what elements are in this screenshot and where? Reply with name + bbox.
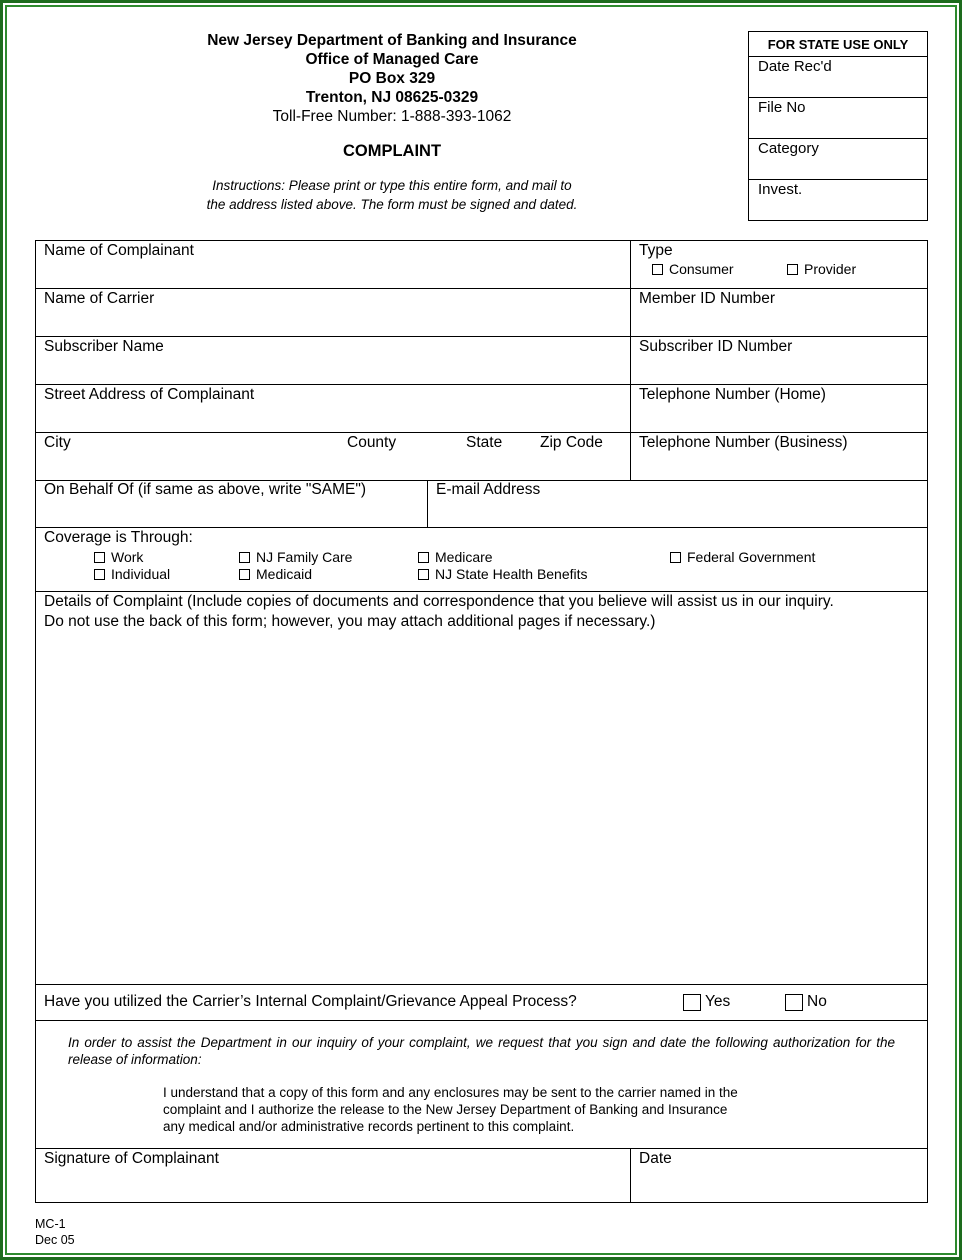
form-number: MC-1 <box>35 1217 66 1231</box>
row-divider <box>36 527 927 528</box>
medicaid-checkbox[interactable] <box>239 569 250 580</box>
row-divider <box>36 1020 927 1021</box>
date-received-field: Date Rec'd <box>749 57 927 98</box>
appeal-yes-option[interactable] <box>683 993 730 1011</box>
form-footer <box>35 1216 75 1248</box>
name-of-complainant-field[interactable]: Name of Complainant <box>44 242 194 259</box>
date-field[interactable]: Date <box>639 1150 672 1167</box>
nj-family-care-label: NJ Family Care <box>256 549 353 565</box>
coverage-individual-option[interactable] <box>94 566 170 582</box>
federal-government-checkbox[interactable] <box>670 552 681 563</box>
coverage-federal-option[interactable] <box>670 549 815 565</box>
county-field[interactable]: County <box>347 434 397 451</box>
state-field[interactable]: State <box>466 434 503 451</box>
office-name: Office of Managed Care <box>305 51 479 68</box>
appeal-no-option[interactable] <box>785 993 827 1011</box>
consumer-label: Consumer <box>669 261 734 277</box>
provider-label: Provider <box>804 261 857 277</box>
row-divider <box>36 984 927 985</box>
row-divider <box>36 384 927 385</box>
type-label: Type <box>639 242 673 259</box>
instructions-line-1: Instructions: Please print or type this entire form, and mail to <box>212 178 572 193</box>
on-behalf-of-field[interactable]: On Behalf Of (if same as above, write "SAME") <box>44 481 366 498</box>
yes-checkbox[interactable] <box>683 994 701 1011</box>
agency-header <box>150 31 634 126</box>
authorization-statement <box>163 1084 823 1135</box>
provider-checkbox[interactable] <box>787 264 798 275</box>
instructions <box>150 176 634 214</box>
telephone-home-field[interactable]: Telephone Number (Home) <box>639 386 826 403</box>
coverage-medicaid-option[interactable] <box>239 566 312 582</box>
state-use-box <box>748 31 928 221</box>
signature-field[interactable]: Signature of Complainant <box>44 1150 219 1167</box>
federal-government-label: Federal Government <box>687 549 816 565</box>
work-checkbox[interactable] <box>94 552 105 563</box>
nj-state-health-checkbox[interactable] <box>418 569 429 580</box>
state-use-heading: FOR STATE USE ONLY <box>749 32 927 57</box>
yes-label: Yes <box>705 993 731 1010</box>
coverage-work-option[interactable] <box>94 549 143 565</box>
no-label: No <box>807 993 827 1010</box>
subscriber-id-field[interactable]: Subscriber ID Number <box>639 338 793 355</box>
instructions-line-2: the address listed above. The form must be signed and dated. <box>206 197 578 212</box>
no-checkbox[interactable] <box>785 994 803 1011</box>
individual-label: Individual <box>111 566 171 582</box>
work-label: Work <box>111 549 144 565</box>
medicare-label: Medicare <box>435 549 493 565</box>
invest-field: Invest. <box>758 181 803 198</box>
appeal-question: Have you utilized the Carrier’s Internal Complaint/Grievance Appeal Process? <box>44 993 577 1010</box>
coverage-nj-family-care-option[interactable] <box>239 549 352 565</box>
city-zip: Trenton, NJ 08625-0329 <box>305 89 479 106</box>
category-field: Category <box>749 139 927 180</box>
tollfree-number: Toll-Free Number: 1-888-393-1062 <box>272 108 512 125</box>
details-instructions-line-2: Do not use the back of this form; however, you may attach additional pages if necessary.) <box>44 612 656 630</box>
coverage-nj-state-health-option[interactable] <box>418 566 588 582</box>
form-revision-date: Dec 05 <box>35 1233 75 1247</box>
column-divider <box>630 1148 631 1203</box>
authorization-intro: In order to assist the Department in our inquiry of your complaint, we request that you sign and date the following authorization for the release of information: <box>68 1035 895 1067</box>
complaint-form <box>35 240 928 1203</box>
row-divider <box>36 336 927 337</box>
type-provider-option[interactable] <box>787 261 856 277</box>
coverage-medicare-option[interactable] <box>418 549 493 565</box>
agency-name: New Jersey Department of Banking and Insurance <box>207 32 577 49</box>
zip-code-field[interactable]: Zip Code <box>540 434 603 451</box>
details-instructions-line-1: Details of Complaint (Include copies of documents and correspondence that you believe will assist us in our inquiry. <box>44 593 834 610</box>
form-title: COMPLAINT <box>342 142 442 160</box>
telephone-business-field[interactable]: Telephone Number (Business) <box>639 434 848 451</box>
medicare-checkbox[interactable] <box>418 552 429 563</box>
nj-family-care-checkbox[interactable] <box>239 552 250 563</box>
email-field[interactable]: E-mail Address <box>436 481 541 498</box>
details-of-complaint-field[interactable] <box>44 592 834 631</box>
medicaid-label: Medicaid <box>256 566 313 582</box>
member-id-field[interactable]: Member ID Number <box>639 290 776 307</box>
street-address-field[interactable]: Street Address of Complainant <box>44 386 255 403</box>
authorization-line-1: I understand that a copy of this form and any enclosures may be sent to the carrier named in the <box>163 1085 738 1100</box>
authorization-line-3: any medical and/or administrative records pertinent to this complaint. <box>163 1119 575 1134</box>
nj-state-health-label: NJ State Health Benefits <box>435 566 588 582</box>
row-divider <box>36 288 927 289</box>
row-divider <box>36 1148 927 1149</box>
name-of-carrier-field[interactable]: Name of Carrier <box>44 290 155 307</box>
type-consumer-option[interactable] <box>652 261 734 277</box>
column-divider <box>427 480 428 527</box>
row-divider <box>36 432 927 433</box>
file-no-field: File No <box>749 98 927 139</box>
subscriber-name-field[interactable]: Subscriber Name <box>44 338 164 355</box>
column-divider <box>630 241 631 480</box>
po-box: PO Box 329 <box>348 70 436 87</box>
individual-checkbox[interactable] <box>94 569 105 580</box>
authorization-line-2: complaint and I authorize the release to the New Jersey Department of Banking and Insurance <box>163 1102 728 1117</box>
coverage-label: Coverage is Through: <box>44 529 193 546</box>
city-field[interactable]: City <box>44 434 71 451</box>
consumer-checkbox[interactable] <box>652 264 663 275</box>
